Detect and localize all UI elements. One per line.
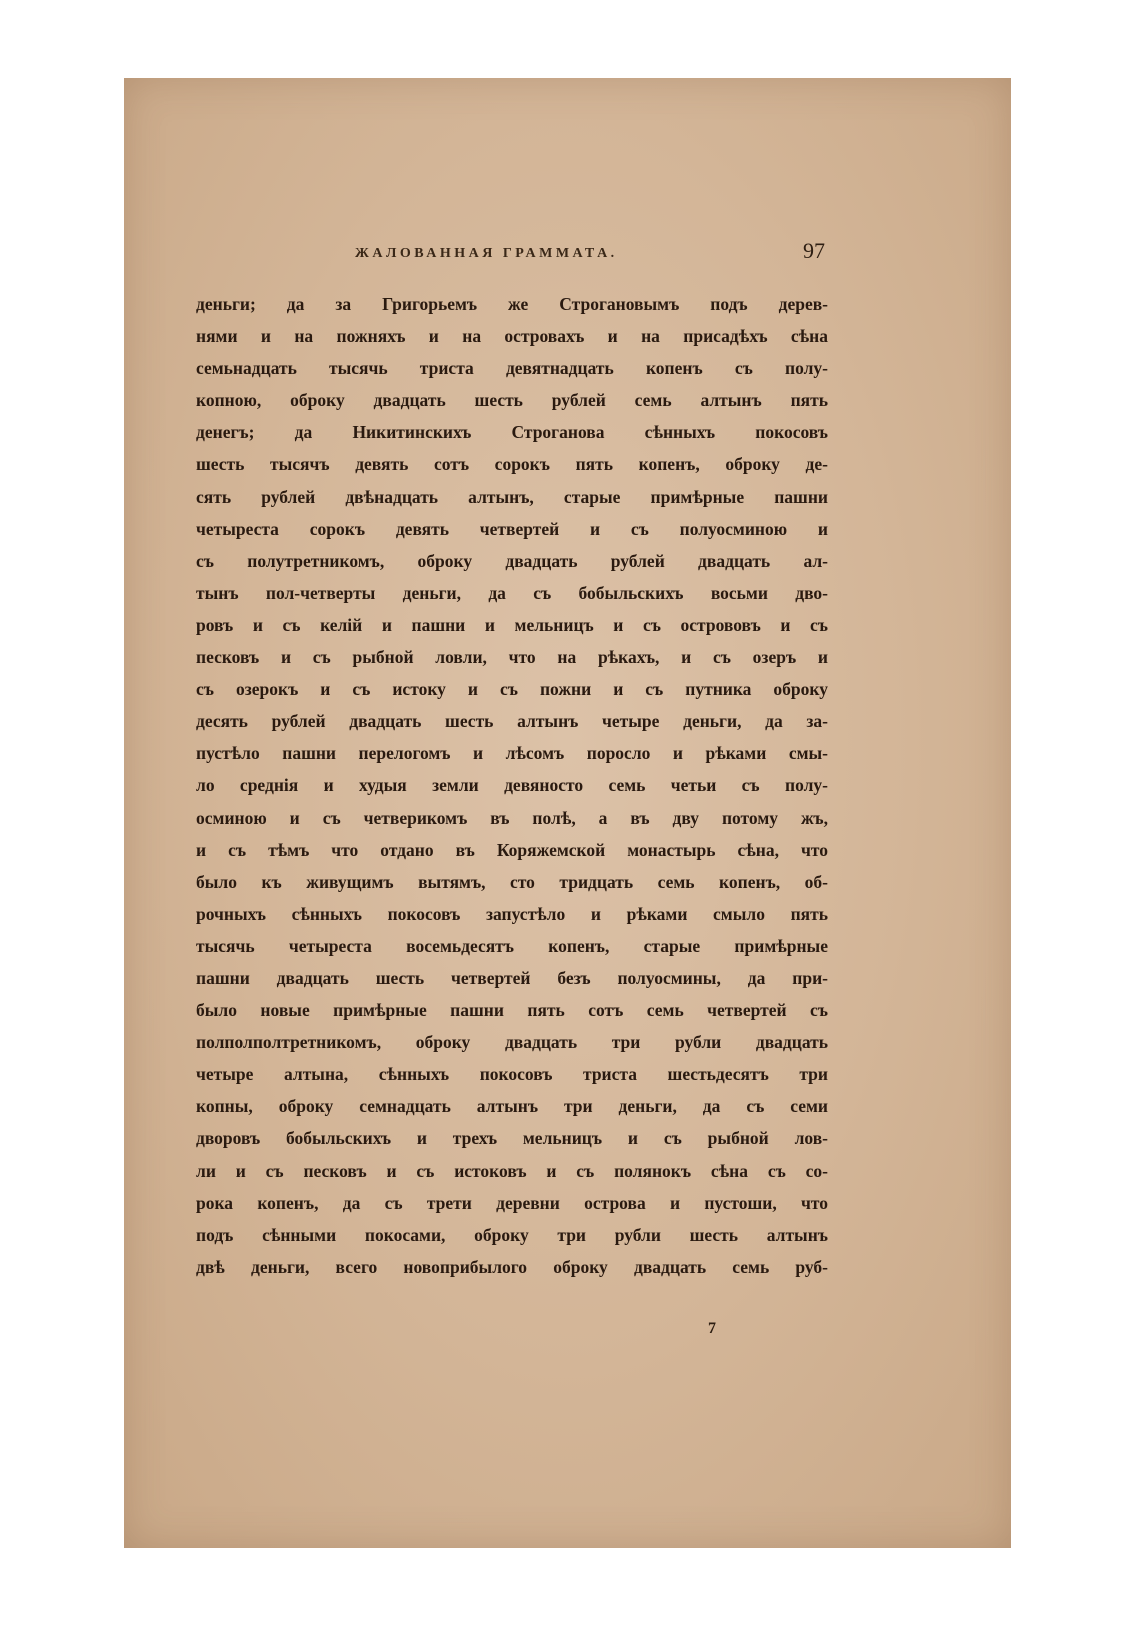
text-line: копны, оброку семнадцать алтынъ три деньги, да съ семи — [196, 1096, 828, 1117]
text-line: десять рублей двадцать шесть алтынъ четыре деньги, да за- — [196, 711, 828, 732]
text-line: пашни двадцать шесть четвертей безъ полуосмины, да при- — [196, 967, 828, 988]
text-line: сять рублей двѣнадцать алтынъ, старые примѣрные пашни — [196, 486, 828, 507]
text-line: тысячь четыреста восемьдесятъ копенъ, старые примѣрные — [196, 935, 828, 956]
text-line: деньги; да за Григорьемъ же Строгановымъ подъ дерев- — [196, 294, 828, 314]
text-line: осминою и съ четверикомъ въ полѣ, а въ дву потому жъ, — [196, 807, 828, 828]
text-line: съ озерокъ и съ истоку и съ пожни и съ путника оброку — [196, 679, 828, 700]
running-title: ЖАЛОВАННАЯ ГРАММАТА. — [355, 246, 618, 261]
text-line: семьнадцать тысячь триста девятнадцать копенъ съ полу- — [196, 358, 828, 379]
text-line: ли и съ песковъ и съ истоковъ и съ полянокъ сѣна съ со- — [196, 1160, 828, 1181]
text-line: было къ живущимъ вытямъ, сто тридцать семь копенъ, об- — [196, 871, 828, 892]
text-line: было новые примѣрные пашни пять сотъ семь четвертей съ — [196, 1000, 828, 1021]
text-line: пустѣло пашни перелогомъ и лѣсомъ поросло и рѣками смы- — [196, 743, 828, 764]
text-line: ровъ и съ келій и пашни и мельницъ и съ острововъ и съ — [196, 614, 828, 635]
text-line: копною, оброку двадцать шесть рублей семь алтынъ пять — [196, 390, 828, 411]
text-line: песковъ и съ рыбной ловли, что на рѣкахъ, и съ озеръ и — [196, 647, 828, 668]
text-line: рочныхъ сѣнныхъ покосовъ запустѣло и рѣками смыло пять — [196, 903, 828, 924]
text-line: двѣ деньги, всего новоприбылого оброку двадцать семь руб- — [196, 1256, 828, 1277]
running-head — [225, 238, 825, 272]
text-line: дворовъ бобыльскихъ и трехъ мельницъ и съ рыбной лов- — [196, 1128, 828, 1149]
text-line: четыреста сорокъ девять четвертей и съ полуосминою и — [196, 518, 828, 539]
signature-mark: 7 — [708, 1320, 716, 1337]
text-line: денегъ; да Никитинскихъ Строганова сѣнныхъ покосовъ — [196, 422, 828, 443]
text-line: ло среднія и худыя земли девяносто семь четьи съ полу- — [196, 775, 828, 796]
page-number: 97 — [803, 238, 825, 263]
text-line: подъ сѣнными покосами, оброку три рубли шесть алтынъ — [196, 1224, 828, 1245]
text-line: и съ тѣмъ что отдано въ Коряжемской монастырь сѣна, что — [196, 839, 828, 860]
text-line: нями и на пожняхъ и на островахъ и на присадѣхъ сѣна — [196, 326, 828, 347]
body-text — [196, 288, 828, 1328]
text-line: четыре алтына, сѣнныхъ покосовъ триста шестьдесятъ три — [196, 1064, 828, 1085]
text-line: тынъ пол-четверты деньги, да съ бобыльскихъ восьми дво- — [196, 582, 828, 603]
text-line: полполполтретникомъ, оброку двадцать три рубли двадцать — [196, 1032, 828, 1053]
text-line: шесть тысячъ девять сотъ сорокъ пять копенъ, оброку де- — [196, 454, 828, 475]
text-line: рока копенъ, да съ трети деревни острова и пустоши, что — [196, 1192, 828, 1213]
text-line: съ полутретникомъ, оброку двадцать рублей двадцать ал- — [196, 550, 828, 571]
